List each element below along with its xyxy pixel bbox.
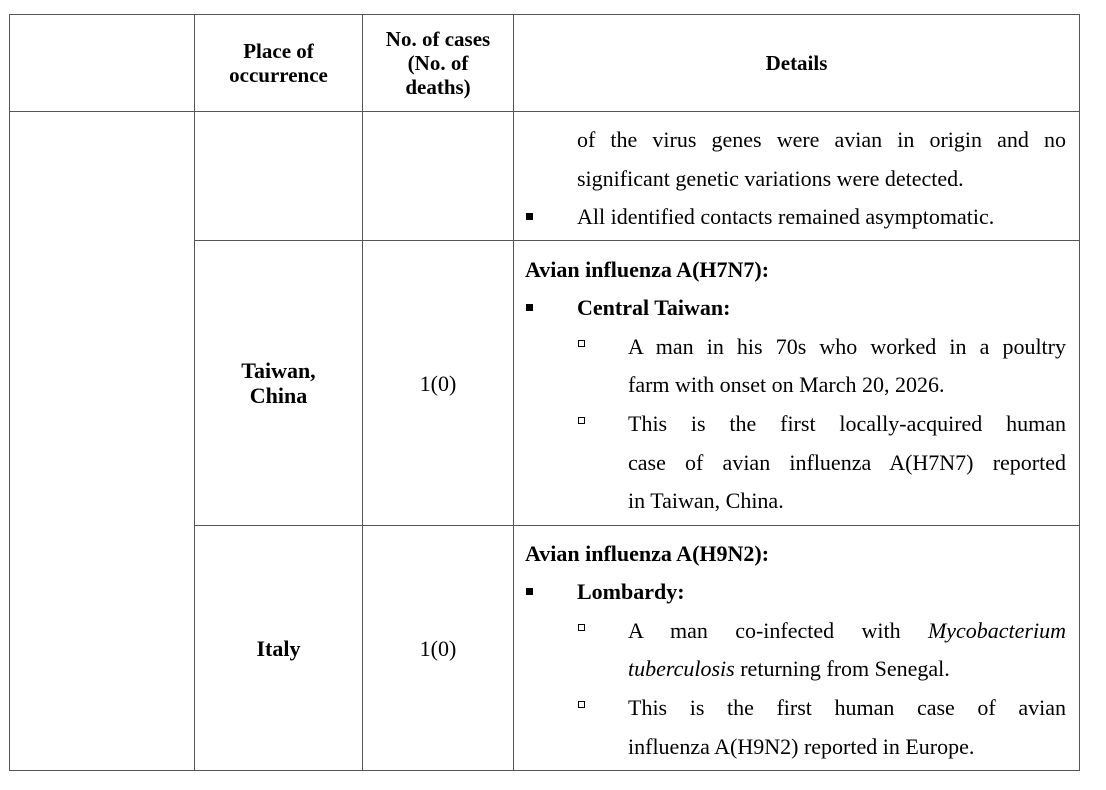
header-number-of-cases <box>363 14 513 111</box>
row3-sub1-line1 <box>628 618 1066 643</box>
hollow-square-bullet-icon <box>578 340 585 347</box>
table-left-border <box>9 14 10 771</box>
header-details <box>514 14 1079 111</box>
header-place-of-occurrence <box>195 14 362 111</box>
row3-sub1-prefix: A man co-infected with <box>628 618 928 643</box>
row2-place <box>195 241 362 525</box>
header-cases-line1: No. of cases <box>385 26 491 51</box>
square-bullet-icon <box>526 213 533 220</box>
row2-sub1-line2: farm with onset on March 20, 2026. <box>628 372 945 397</box>
header-cases-line2: (No. of <box>407 50 469 75</box>
row2-region: Central Taiwan: <box>577 295 731 320</box>
col3-right-border <box>513 14 514 771</box>
row2-sub2-line1: This is the first locally-acquired human <box>628 411 1066 436</box>
row2-cases <box>363 241 513 525</box>
header-place-line1: Place of <box>243 38 314 63</box>
row2-cases-value: 1(0) <box>419 370 457 396</box>
row3-sub2-line1: This is the first human case of avian <box>628 695 1066 720</box>
row3-sub2-line2: influenza A(H9N2) reported in Europe. <box>628 734 975 759</box>
row3-cases-value: 1(0) <box>419 635 457 661</box>
header-cases-line3: deaths) <box>405 74 471 99</box>
row3-heading: Avian influenza A(H9N2): <box>525 541 770 566</box>
row3-region: Lombardy: <box>577 579 685 604</box>
hollow-square-bullet-icon <box>578 701 585 708</box>
row3-sub1-line2-rest: returning from Senegal. <box>734 656 950 681</box>
row2-sub1-line1: A man in his 70s who worked in a poultry <box>628 334 1066 359</box>
table-bottom-border <box>9 770 1080 771</box>
row2-sub2-line3: in Taiwan, China. <box>628 488 784 513</box>
square-bullet-icon <box>526 304 533 311</box>
header-bottom-border <box>9 111 1080 112</box>
row2-sub2-line2: case of avian influenza A(H7N7) reported <box>628 450 1066 475</box>
row2-place-line2: China <box>249 383 308 408</box>
row1-line1: of the virus genes were avian in origin and no <box>577 127 1066 152</box>
row2-heading: Avian influenza A(H7N7): <box>525 257 770 282</box>
hollow-square-bullet-icon <box>578 624 585 631</box>
row1-line2: significant genetic variations were detected. <box>577 166 964 191</box>
row1-bullet-text: All identified contacts remained asymptomatic. <box>577 204 995 229</box>
row2-place-line1: Taiwan, <box>241 358 316 383</box>
row3-sub1-line2-italic: tuberculosis <box>628 656 735 681</box>
hollow-square-bullet-icon <box>578 417 585 424</box>
header-details-label: Details <box>765 50 828 75</box>
row3-sub1-line2 <box>628 656 950 681</box>
row3-place-value: Italy <box>256 635 301 661</box>
header-place-line2: occurrence <box>229 62 328 87</box>
row3-sub1-italic: Mycobacterium <box>927 618 1066 643</box>
row3-cases <box>363 526 513 770</box>
avian-influenza-table <box>9 14 1080 771</box>
row3-place <box>195 526 362 770</box>
square-bullet-icon <box>526 588 533 595</box>
table-right-border <box>1079 14 1080 771</box>
